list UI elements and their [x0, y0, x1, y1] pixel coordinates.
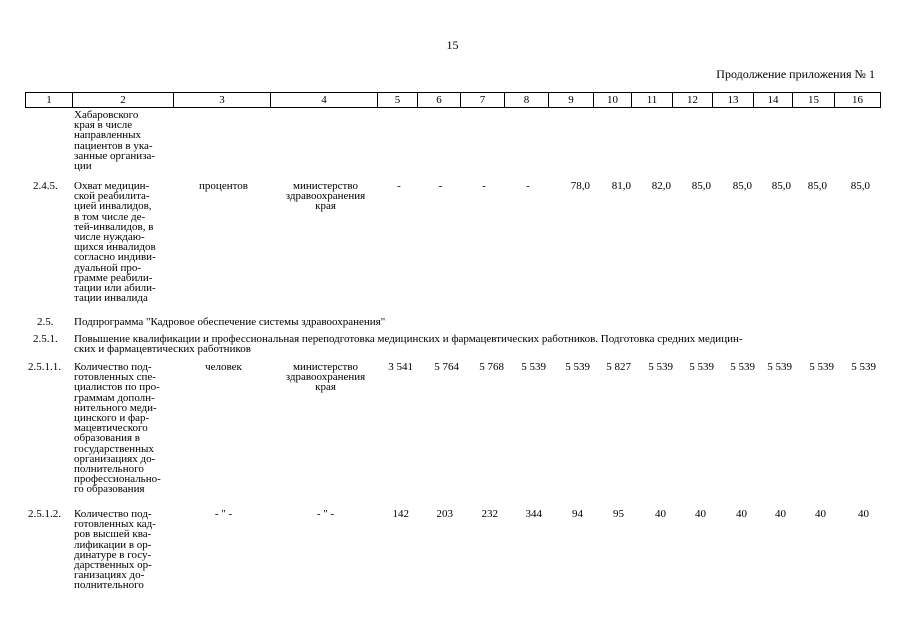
col-header-14: 14: [754, 93, 793, 108]
row-2-5-1-2-value-14: 40: [775, 508, 786, 520]
col-header-2: 2: [73, 93, 174, 108]
row-2-5-1-2-responsible: - " -: [316, 508, 335, 520]
row-2-5-1-number: 2.5.1.: [33, 333, 58, 345]
row-2-4-5-value-7: -: [482, 180, 486, 192]
row-2-5-1-2-value-12: 40: [695, 508, 706, 520]
row-2-4-5-indicator-name: Охват медицин- ской реабилита- цией инвалидов, в том числе де- тей-инвалидов, в числе нуждаю- щихся инвалидов согласно индиви- дуальной про- грамме реабили- тации или абили- тации инвалида: [74, 180, 156, 305]
col-header-16: 16: [835, 93, 881, 108]
col-header-3: 3: [174, 93, 271, 108]
col-header-6: 6: [418, 93, 461, 108]
row-2-5-1-1-value-8: 5 539: [521, 361, 546, 373]
row-2-5-1-1-value-15: 5 539: [809, 361, 834, 373]
row-2-5-1-1-unit: человек: [205, 361, 242, 373]
row-2-5-1-1-value-9: 5 539: [565, 361, 590, 373]
col-header-13: 13: [713, 93, 754, 108]
row-2-5-1-2-unit: - " -: [214, 508, 233, 520]
row-2-4-5-value-14: 85,0: [771, 180, 791, 192]
row-2-5-1-1-responsible: министерство здравоохранения края: [285, 361, 366, 394]
column-number-header: [25, 92, 881, 108]
row-2-5-1-2-value-8: 344: [525, 508, 542, 520]
row-2-4-5-value-13: 85,0: [732, 180, 752, 192]
row-2-5-1-2-value-13: 40: [736, 508, 747, 520]
col-header-9: 9: [549, 93, 594, 108]
row-2-5-1-2-value-6: 203: [436, 508, 453, 520]
row-2-5-1-1-value-6: 5 764: [434, 361, 459, 373]
row-2-5-1-2-value-11: 40: [655, 508, 666, 520]
row-2-5-number: 2.5.: [37, 316, 54, 328]
col-header-5: 5: [378, 93, 418, 108]
row-2-4-5-unit: процентов: [199, 180, 248, 192]
row-2-5-1-2-value-16: 40: [858, 508, 869, 520]
row-2-5-1-1-value-12: 5 539: [689, 361, 714, 373]
row-2-5-subprogram-title: Подпрограмма "Кадровое обеспечение системы здравоохранения": [74, 316, 386, 328]
row-2-4-5-value-15: 85,0: [807, 180, 827, 192]
col-header-4: 4: [271, 93, 378, 108]
row-2-4-5-value-9: 78,0: [570, 180, 590, 192]
row-2-4-5-value-11: 82,0: [651, 180, 671, 192]
col-header-7: 7: [461, 93, 505, 108]
row-prev-indicator-name: Хабаровского края в числе направленных пациентов в ука- занные организа- ции: [74, 109, 156, 173]
row-2-4-5-value-10: 81,0: [611, 180, 631, 192]
row-2-5-1-1-indicator-name: Количество под- готовленных спе- циалистов по про- граммам дополн- нительного меди- цинского и фар- мацевтического образования в государственных организациях до- полнительного профессионально- го образования: [74, 361, 161, 496]
col-header-1: 1: [26, 93, 73, 108]
row-2-4-5-number: 2.4.5.: [33, 180, 58, 192]
row-2-5-1-1-value-10: 5 827: [606, 361, 631, 373]
row-2-5-1-1-value-13: 5 539: [730, 361, 755, 373]
row-2-5-1-1-value-16: 5 539: [851, 361, 876, 373]
row-2-5-1-2-number: 2.5.1.2.: [28, 508, 61, 520]
continuation-label: Продолжение приложения № 1: [716, 67, 875, 81]
row-2-5-1-2-value-5: 142: [392, 508, 409, 520]
row-2-5-1-2-value-9: 94: [572, 508, 583, 520]
row-2-4-5-value-8: -: [526, 180, 530, 192]
row-2-4-5-value-16: 85,0: [850, 180, 870, 192]
col-header-10: 10: [594, 93, 632, 108]
page-number: 15: [446, 38, 459, 52]
row-2-5-1-1-value-5: 3 541: [388, 361, 413, 373]
col-header-8: 8: [505, 93, 549, 108]
row-2-4-5-value-5: -: [397, 180, 401, 192]
col-header-11: 11: [632, 93, 673, 108]
row-2-5-1-task-title: Повышение квалификации и профессиональная переподготовка медицинских и фармацевтических работников. Подготовка средних медицин- ских и фармацевтических работников: [74, 333, 743, 356]
row-2-5-1-1-value-11: 5 539: [648, 361, 673, 373]
row-2-5-1-2-value-10: 95: [613, 508, 624, 520]
col-header-12: 12: [673, 93, 713, 108]
row-2-4-5-value-6: -: [438, 180, 443, 192]
row-2-5-1-2-value-7: 232: [481, 508, 498, 520]
row-2-4-5-responsible: министерство здравоохранения края: [285, 180, 366, 213]
row-2-5-1-2-value-15: 40: [815, 508, 826, 520]
row-2-5-1-1-value-7: 5 768: [479, 361, 504, 373]
row-2-5-1-1-value-14: 5 539: [767, 361, 792, 373]
row-2-5-1-2-indicator-name: Количество под- готовленных кад- ров высшей ква- лификации в ор- динатуре в госу- дарственных ор- ганизациях до- полнительного: [74, 508, 156, 592]
row-2-5-1-1-number: 2.5.1.1.: [28, 361, 61, 373]
row-2-4-5-value-12: 85,0: [691, 180, 711, 192]
col-header-15: 15: [793, 93, 835, 108]
